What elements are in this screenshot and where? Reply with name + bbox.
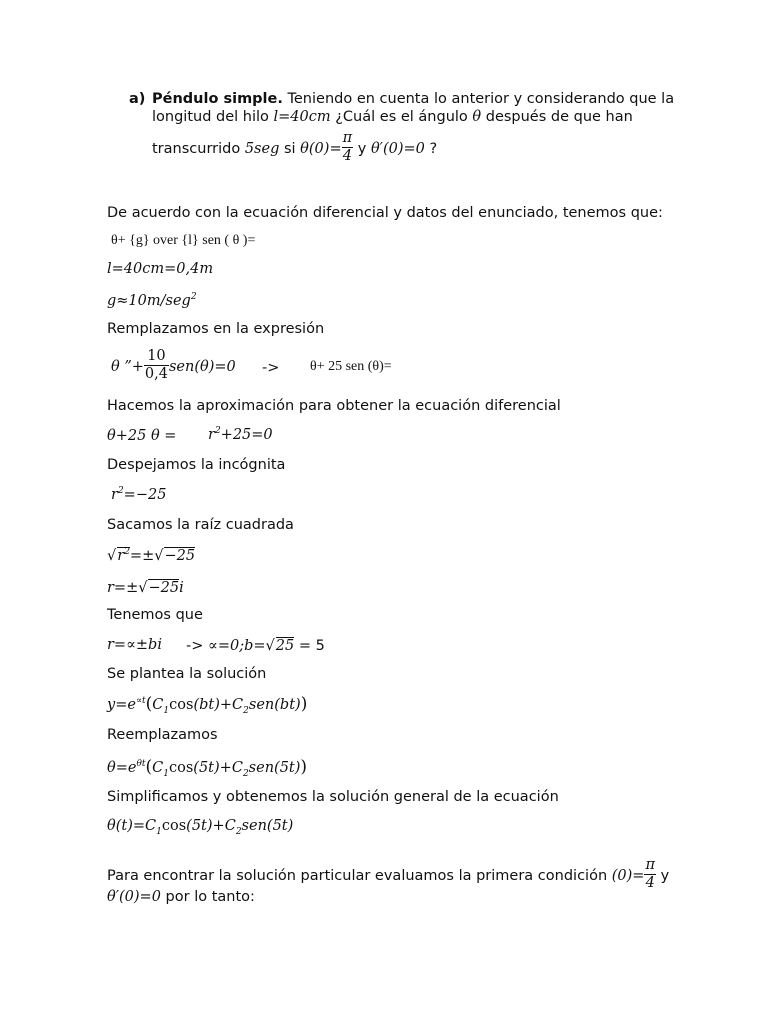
item-line-2 [152,110,633,125]
sqrt-text: Sacamos la raíz cuadrada [107,517,294,533]
reemplazamos-text: Reemplazamos [107,727,218,743]
sqrt-equation: $√r^2=\pm√-25$ [107,547,196,564]
complex-root-equation: r=±√−25i [107,580,184,596]
gravity-equation: g≈10m/seg$^2$ [107,292,197,309]
length-equation: l=40cm=0,4m [107,261,214,277]
item-line-1 [152,92,674,107]
raw-replaced-equation: θ+ 25 sen (θ)= [310,359,392,374]
line2-question: ¿Cuál es el ángulo [335,109,468,125]
line3-prefix: transcurrido [152,141,241,158]
particular-text: Para encontrar la solución particular evaluamos la primera condición (0)= $\frac{\pi}{4}$ y [107,857,670,891]
item-line-3 [152,132,437,166]
alpha-beta-values: -> ∝=0;b=√25 = 5 [186,638,325,654]
raw-equation: θ+ {g} over {l} sen ( θ )= [111,233,256,248]
isolate-text: Despejamos la incógnita [107,457,286,473]
word-si: si [283,141,296,158]
intro-text: De acuerdo con la ecuación diferencial y datos del enunciado, tenemos que: [107,205,663,221]
pi-over-4-fraction-2: $\frac{\pi}{4}$ [645,857,655,891]
general-solution: $\theta(t)=C_1\cos(5t)+C_2sen(5t)$ [107,818,294,837]
proposed-solution: $y=e^{\propto t}(C_1\cos(bt)+C_2sen(bt))$ [107,694,308,716]
approx-text: Hacemos la aproximación para obtener la ecuación diferencial [107,398,561,414]
ten-over-fraction: $\frac{10}{0,4}$ [144,348,168,382]
item-line1-text: Teniendo en cuenta lo anterior y considerando que la [287,91,675,107]
question-mark: ? [429,141,438,158]
propose-text: Se plantea la solución [107,666,267,682]
have-text: Tenemos que [107,607,203,623]
last-line: θ′(0)=0 por lo tanto: [107,889,255,905]
arrow-1: -> [262,360,280,376]
simplify-text: Simplificamos y obtenemos la solución general de la ecuación [107,789,559,805]
initial-condition-1: θ(0)= [300,141,342,158]
root-form-equation: r=∝±bi [107,637,162,653]
replace-text: Remplazamos en la expresión [107,321,325,337]
line2-prefix: longitud del hilo [152,109,269,125]
time-value: 5seg [244,141,280,158]
hilo-length-eq: l=40cm [273,109,331,125]
characteristic-equation: $r^2+25=0$ [208,426,273,443]
word-y: y [357,141,367,158]
item-title: Péndulo simple. [152,91,283,107]
pi-over-4-fraction: $\frac{\pi}{4}$ [342,130,353,164]
replaced-equation: θ ”+ $\frac{10}{0,4}$ sen(θ)=0 [111,348,236,382]
theta-symbol: θ [472,109,482,125]
line2-end: después de que han [485,109,633,125]
substituted-solution: $\theta=e^{\theta t}(C_1\cos(5t)+C_2sen(5t))$ [107,757,308,779]
item-marker: a) [129,91,146,107]
approx-equation: θ+25 θ = [107,428,177,444]
initial-condition-2: θ′(0)=0 [370,141,425,158]
isolated-equation: $r^2=-25$ [111,486,167,503]
